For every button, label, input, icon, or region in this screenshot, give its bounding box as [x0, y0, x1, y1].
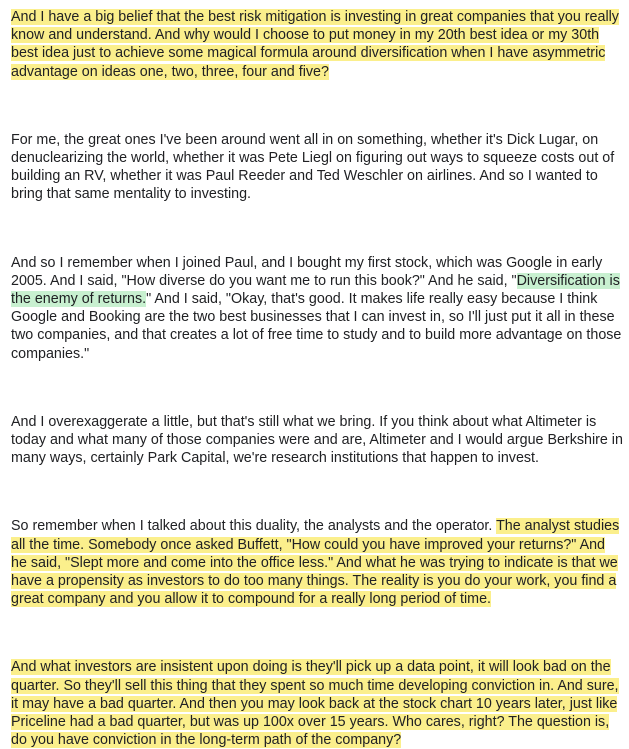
paragraph-text: " And I said, "Okay, that's good. It makes life really easy because I think Google and Booking are the two best businesses that I can invest in, so I'll just put it all in these two companies, and that creates a lot of free time to study and to build more advantage on those companies." [11, 291, 622, 362]
highlighted-text: The analyst studies all the time. Somebody once asked Buffett, "How could you have improved your returns?" And he said, "Slept more and come into the office less." And what he was trying to indicate is that we have a propensity as investors to do too many things. The reality is you do your work, you find a great company and you allow it to compound for a really long period of time. [11, 518, 620, 608]
paragraph-text: And I overexaggerate a little, but that's still what we bring. If you think about what Altimeter is today and what many of those companies were and are, Altimeter and I would argue Berkshire in many ways, certainly Park Capital, we're research institutions that happen to invest. [11, 413, 623, 467]
paragraph-text: So remember when I talked about this duality, the analysts and the operator. [11, 518, 497, 535]
paragraph-text: For me, the great ones I've been around went all in on something, whether it's Dick Lugar, on denuclearizing the world, whether it was Pete Liegl on figuring out ways to squeeze costs out of building an RV, whether it was Paul Reeder and Ted Weschler on airlines. And so I wanted to bring that same mentality to investing. [11, 131, 615, 203]
paragraph-6 [11, 658, 623, 749]
paragraph-1 [11, 8, 623, 81]
paragraph-4 [11, 413, 623, 468]
document-body [11, 8, 623, 749]
paragraph-text: And so I remember when I joined Paul, and I bought my first stock, which was Google in early 2005. And I said, "How diverse do you want me to run this book?" And he said, " [11, 254, 603, 289]
highlighted-text: And what investors are insistent upon doing is they'll pick up a data point, it will look bad on the quarter. So they'll sell this thing that they spent so much time developing conviction in. And sure, it may have a bad quarter. And then you may look back at the stock chart 10 years later, just like Priceline had a bad quarter, but was up 100x over 15 years. Who cares, right? The question is, do you have conviction in the long-term path of the company? [11, 659, 619, 749]
paragraph-3 [11, 254, 623, 363]
highlighted-text-green: Diversification is the enemy of returns. [11, 272, 620, 308]
highlighted-text: And I have a big belief that the best risk mitigation is investing in great companies that you really know and understand. And why would I choose to put money in my 20th best idea or my 30th best idea just to achieve some magical formula around diversification when I have asymmetric advantage on ideas one, two, three, four and five? [11, 9, 619, 80]
paragraph-5 [11, 517, 623, 608]
paragraph-2 [11, 131, 623, 204]
